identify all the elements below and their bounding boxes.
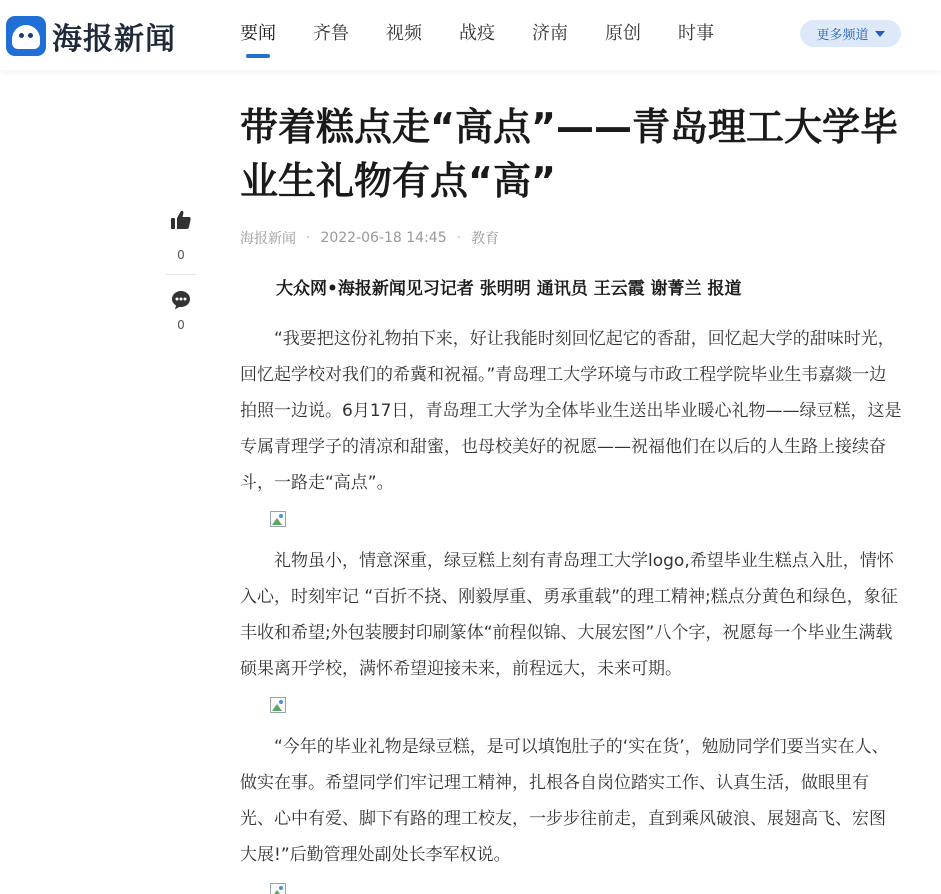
like-count: 0 xyxy=(177,248,185,262)
caret-down-icon xyxy=(875,31,885,37)
nav-item-video[interactable]: 视频 xyxy=(386,23,422,44)
nav-item-yaowen[interactable]: 要闻 xyxy=(240,0,276,70)
article-paragraph: “我要把这份礼物拍下来，好让我能时刻回忆起它的香甜，回忆起大学的甜味时光，回忆起学校对我们的希冀和祝福。”青岛理工大学环境与市政工程学院毕业生韦嘉燚一边拍照一边说。6月17日，青岛理工大学为全体毕业生送出毕业暖心礼物——绿豆糕，这是 专属青理学子的清凉和甜蜜，也母校美好的祝愿——祝福他们在以后的人生路上接续奋斗，一路走“高点”。 xyxy=(240,329,902,493)
seal-logo-icon xyxy=(6,16,46,56)
article xyxy=(240,100,902,894)
broken-image-icon xyxy=(270,697,288,715)
article-category[interactable]: 教育 xyxy=(471,231,500,247)
side-actions xyxy=(160,210,202,332)
article-title: 带着糕点走“高点”——青岛理工大学毕业生礼物有点“高” xyxy=(240,105,898,203)
article-paragraph: 礼物虽小，情意深重，绿豆糕上刻有青岛理工大学logo,希望毕业生糕点入肚，情怀入心，时刻牢记 “百折不挠、刚毅厚重、勇承重载”的理工精神;糕点分黄色和绿色，象征丰收和希望;外包装腰封印刷篆体“前程似锦、大展宏图”八个字，祝愿每一个毕业生满载硕果离开学校，满怀希望迎接未来，前程远大，未来可期。 xyxy=(240,551,898,679)
meta-separator: · xyxy=(306,230,311,246)
more-channels-button[interactable] xyxy=(800,20,901,47)
more-channels-label: 更多频道 xyxy=(816,28,869,43)
side-divider xyxy=(166,274,196,275)
article-datetime: 2022-06-18 14:45 xyxy=(320,230,447,246)
article-meta xyxy=(240,228,902,248)
nav-item-current-affairs[interactable]: 时事 xyxy=(678,23,714,44)
article-source[interactable]: 海报新闻 xyxy=(240,231,296,247)
nav-item-original[interactable]: 原创 xyxy=(605,23,641,44)
nav-item-qilu[interactable]: 齐鲁 xyxy=(313,23,349,44)
article-paragraph: “今年的毕业礼物是绿豆糕，是可以填饱肚子的‘实在货’，勉励同学们要当实在人、做实在事。希望同学们牢记理工精神，扎根各自岗位踏实工作、认真生活，做眼里有光、心中有爱、脚下有路的理工校友，一步步往前走，直到乘风破浪、展翅高飞、宏图大展!”后勤管理处副处长李军权说。 xyxy=(240,737,889,865)
nav-item-zhanyi[interactable]: 战疫 xyxy=(459,23,495,44)
site-logo[interactable] xyxy=(6,14,176,58)
article-byline: 大众网•海报新闻见习记者 张明明 通讯员 王云霞 谢菁兰 报道 xyxy=(276,279,742,299)
comment-bubble-icon[interactable] xyxy=(171,290,191,310)
broken-image-icon xyxy=(270,511,288,529)
comment-count: 0 xyxy=(177,318,185,332)
logo-text: 海报新闻 xyxy=(52,22,176,57)
nav-item-jinan[interactable]: 济南 xyxy=(532,23,568,44)
broken-image-icon xyxy=(270,883,288,894)
main-nav xyxy=(240,0,751,70)
site-header xyxy=(0,0,941,70)
meta-separator: · xyxy=(456,230,462,246)
thumbs-up-icon[interactable] xyxy=(170,210,192,230)
